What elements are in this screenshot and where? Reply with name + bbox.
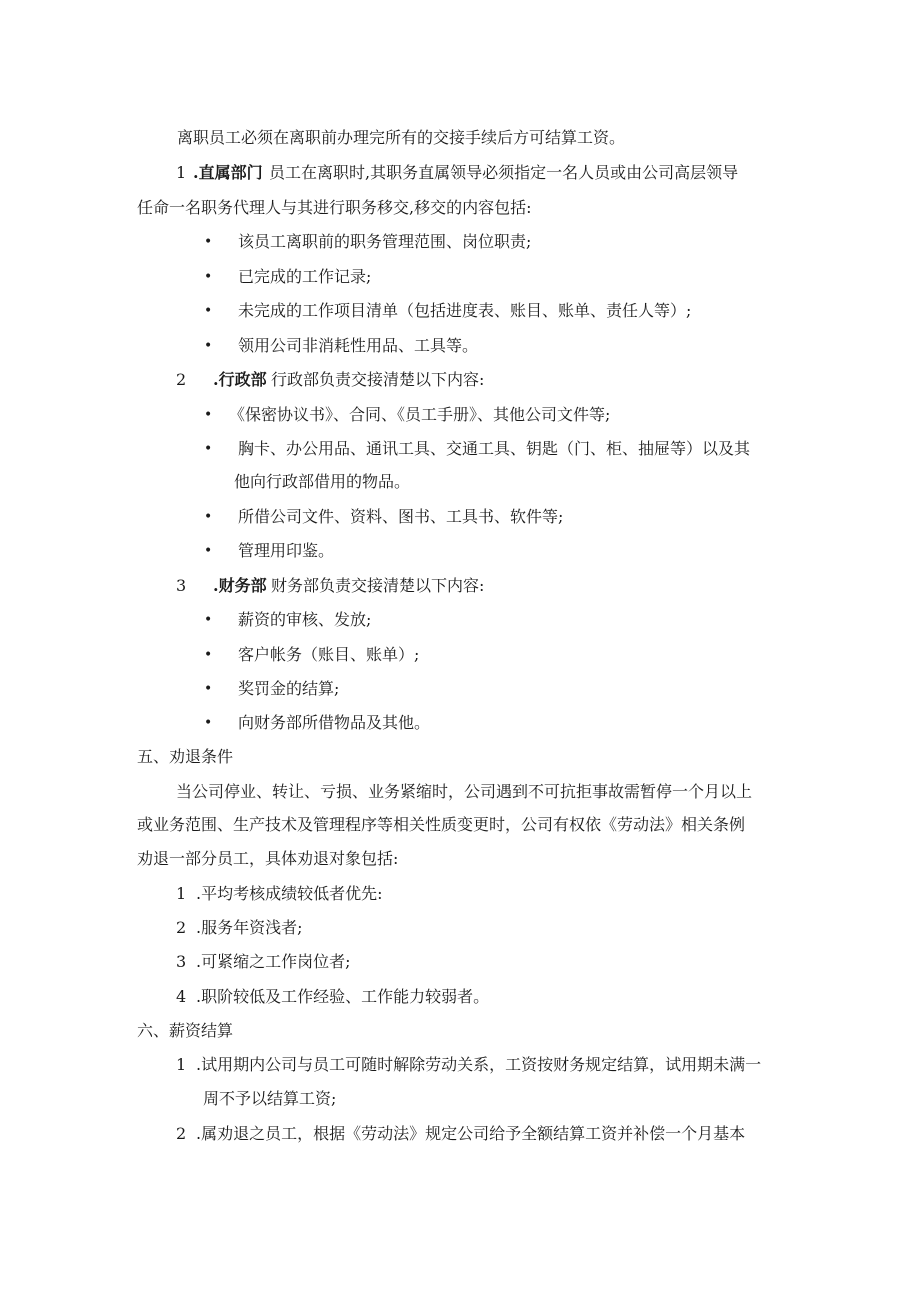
section-text: 任命一名职务代理人与其进行职务移交,移交的内容包括: bbox=[137, 198, 532, 217]
bullet-icon: • bbox=[204, 407, 213, 423]
bullet-icon: • bbox=[204, 441, 213, 457]
list-item: 向财务部所借物品及其他。 bbox=[238, 713, 431, 732]
numbered-item-continuation: 周不予以结算工资; bbox=[203, 1089, 337, 1108]
list-item: 奖罚金的结算; bbox=[238, 679, 340, 698]
list-item: 领用公司非消耗性用品、工具等。 bbox=[238, 336, 479, 355]
numbered-item: .属劝退之员工，根据《劳动法》规定公司给予全额结算工资并补偿一个月基本 bbox=[196, 1124, 746, 1143]
bullet-icon: • bbox=[204, 543, 213, 559]
bullet-icon: • bbox=[204, 269, 213, 285]
list-item: 《保密协议书》、合同、《员工手册》、其他公司文件等; bbox=[229, 405, 611, 424]
bullet-icon: • bbox=[204, 234, 213, 250]
section-text: 财务部负责交接清楚以下内容: bbox=[271, 576, 485, 595]
list-item: 未完成的工作项目清单（包括进度表、账目、账单、责任人等）; bbox=[238, 301, 692, 320]
section-title: 六、薪资结算 bbox=[137, 1021, 234, 1040]
section-heading: .行政部 bbox=[213, 370, 267, 389]
section-number: 2 bbox=[176, 370, 187, 389]
list-item: 该员工离职前的职务管理范围、岗位职责; bbox=[238, 232, 532, 251]
list-item: 管理用印鉴。 bbox=[238, 541, 335, 560]
numbered-item: .平均考核成绩较低者优先: bbox=[196, 884, 383, 903]
section-text: 行政部负责交接清楚以下内容: bbox=[271, 370, 485, 389]
section-title: 五、劝退条件 bbox=[137, 747, 234, 766]
section-text: 员工在离职时,其职务直属领导必须指定一名人员或由公司高层领导 bbox=[269, 163, 739, 182]
list-item: 所借公司文件、资料、图书、工具书、软件等; bbox=[238, 507, 564, 526]
paragraph-line: 当公司停业、转让、亏损、业务紧缩时，公司遇到不可抗拒事故需暂停一个月以上 bbox=[176, 782, 753, 801]
item-number: 1 bbox=[176, 884, 187, 903]
bullet-icon: • bbox=[204, 509, 213, 525]
paragraph-line: 劝退一部分员工，具体劝退对象包括: bbox=[137, 849, 399, 868]
item-number: 2 bbox=[176, 918, 187, 937]
bullet-icon: • bbox=[204, 303, 213, 319]
item-number: 1 bbox=[176, 1055, 187, 1074]
bullet-icon: • bbox=[204, 612, 213, 628]
item-number: 4 bbox=[176, 987, 187, 1006]
bullet-icon: • bbox=[204, 681, 213, 697]
section-number: 1 bbox=[176, 163, 187, 182]
intro-paragraph: 离职员工必须在离职前办理完所有的交接手续后方可结算工资。 bbox=[177, 128, 626, 147]
list-item: 客户帐务（账目、账单）; bbox=[238, 645, 420, 664]
section-number: 3 bbox=[176, 576, 187, 595]
list-item-continuation: 他向行政部借用的物品。 bbox=[234, 472, 411, 491]
numbered-item: .职阶较低及工作经验、工作能力较弱者。 bbox=[196, 987, 490, 1006]
bullet-icon: • bbox=[204, 647, 213, 663]
bullet-icon: • bbox=[204, 338, 213, 354]
numbered-item: .可紧缩之工作岗位者; bbox=[196, 952, 351, 971]
item-number: 3 bbox=[176, 952, 187, 971]
section-heading: .直属部门 bbox=[193, 163, 263, 182]
numbered-item: .试用期内公司与员工可随时解除劳动关系，工资按财务规定结算，试用期未满一 bbox=[196, 1055, 762, 1074]
section-heading: .财务部 bbox=[213, 576, 267, 595]
list-item: 已完成的工作记录; bbox=[238, 267, 372, 286]
list-item: 胸卡、办公用品、通讯工具、交通工具、钥匙（门、柜、抽屉等）以及其 bbox=[238, 439, 751, 458]
item-number: 2 bbox=[176, 1124, 187, 1143]
bullet-icon: • bbox=[204, 715, 213, 731]
paragraph-line: 或业务范围、生产技术及管理程序等相关性质变更时，公司有权依《劳动法》相关条例 bbox=[137, 815, 746, 834]
list-item: 薪资的审核、发放; bbox=[238, 610, 372, 629]
numbered-item: .服务年资浅者; bbox=[196, 918, 303, 937]
